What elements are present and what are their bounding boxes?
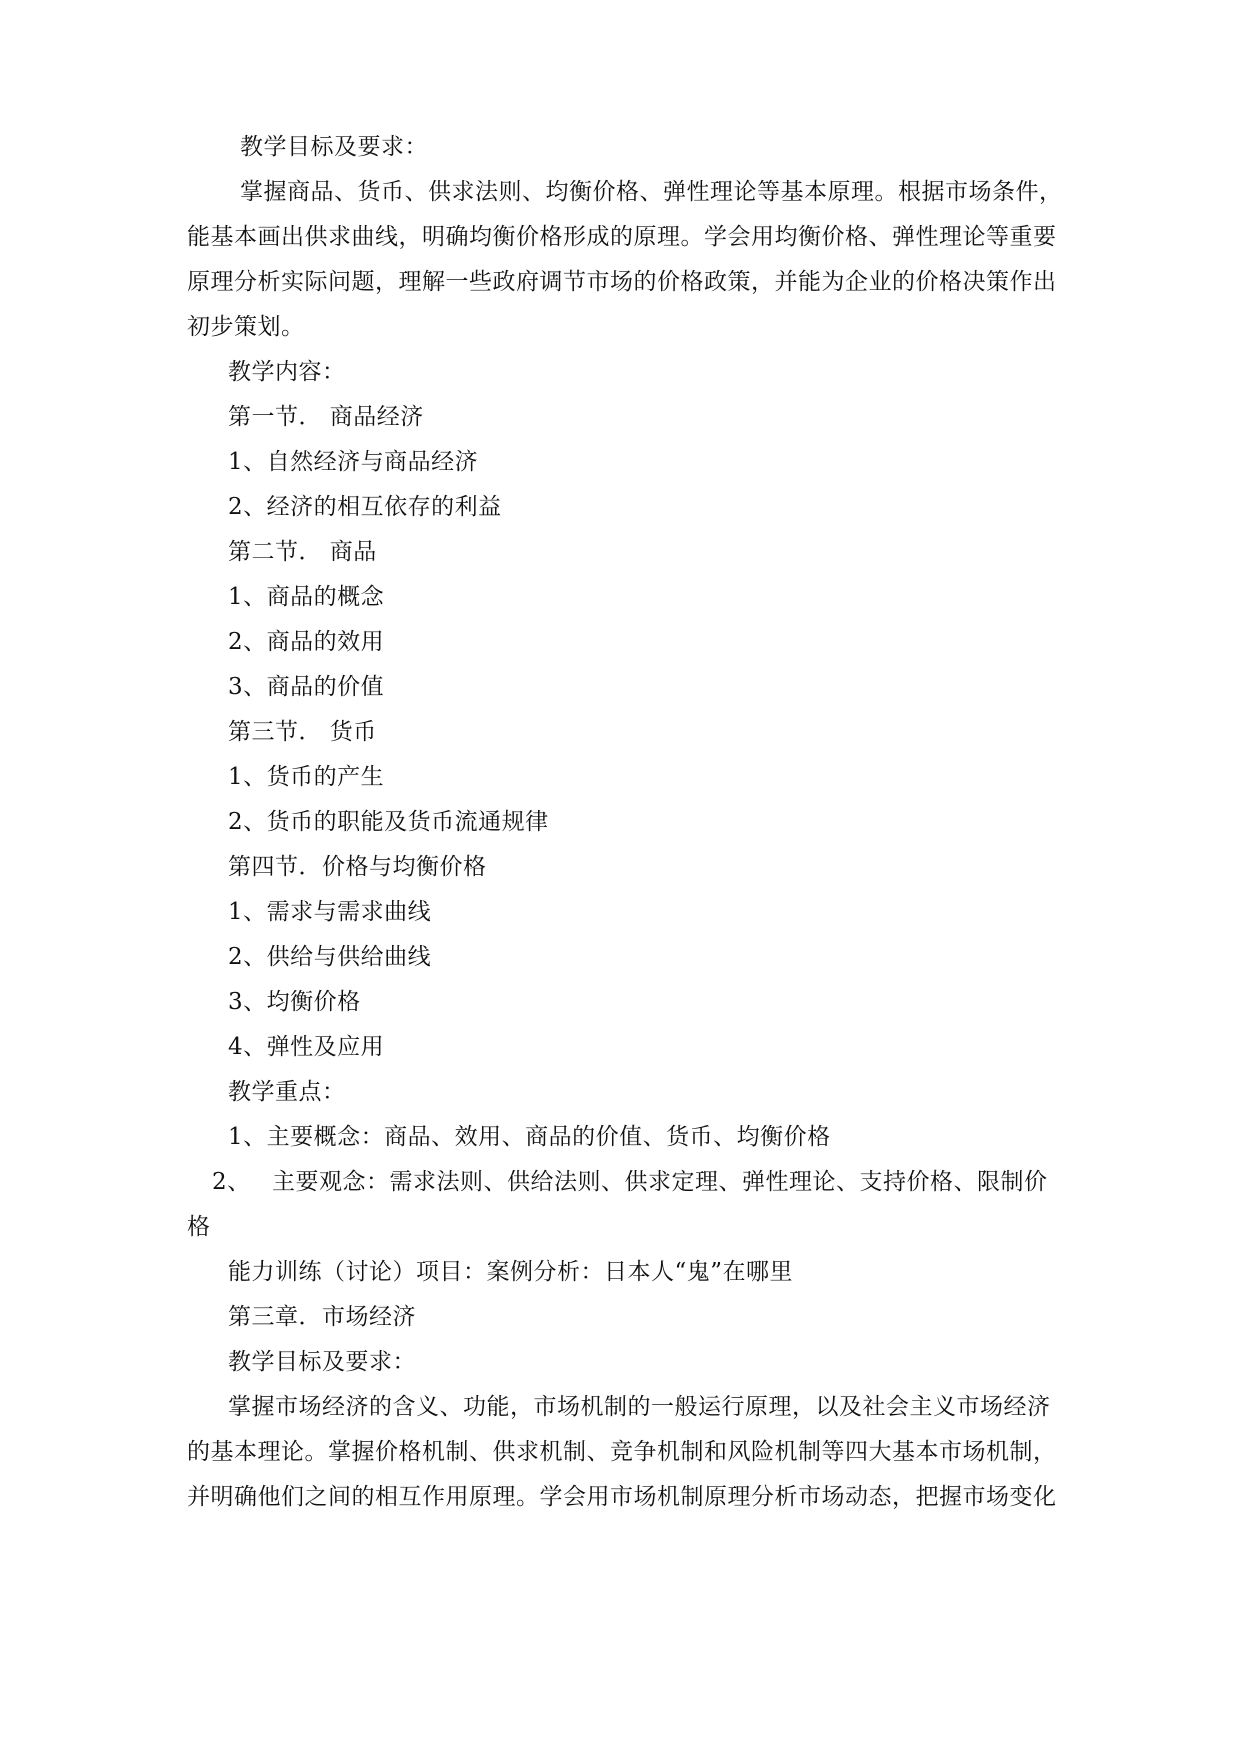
list-item: 2、经济的相互依存的利益 <box>228 494 502 520</box>
paragraph-line: 的基本理论。掌握价格机制、供求机制、竞争机制和风险机制等四大基本市场机制， <box>187 1439 1057 1465</box>
list-item: 1、自然经济与商品经济 <box>228 449 479 475</box>
section-heading: 第三节． 货币 <box>228 719 377 745</box>
list-item: 4、弹性及应用 <box>228 1034 385 1060</box>
objectives-heading: 教学目标及要求： <box>228 1349 416 1375</box>
key-points-heading: 教学重点： <box>228 1079 346 1105</box>
list-item-continuation: 格 <box>187 1214 211 1240</box>
paragraph-line: 原理分析实际问题，理解一些政府调节市场的价格政策，并能为企业的价格决策作出 <box>187 269 1057 295</box>
list-item: 1、主要概念：商品、效用、商品的价值、货币、均衡价格 <box>228 1124 831 1150</box>
paragraph-line: 并明确他们之间的相互作用原理。学会用市场机制原理分析市场动态，把握市场变化 <box>187 1484 1057 1510</box>
list-item: 1、商品的概念 <box>228 584 385 610</box>
list-item-number: 2、 <box>212 1169 251 1195</box>
section-heading: 第四节．价格与均衡价格 <box>228 854 487 880</box>
paragraph-line: 能基本画出供求曲线，明确均衡价格形成的原理。学会用均衡价格、弹性理论等重要 <box>187 224 1057 250</box>
paragraph-line: 掌握商品、货币、供求法则、均衡价格、弹性理论等基本原理。根据市场条件， <box>240 179 1063 205</box>
training-item: 能力训练（讨论）项目：案例分析：日本人“鬼”在哪里 <box>228 1259 794 1285</box>
list-item: 主要观念：需求法则、供给法则、供求定理、弹性理论、支持价格、限制价 <box>272 1169 1048 1195</box>
paragraph-line: 掌握市场经济的含义、功能，市场机制的一般运行原理，以及社会主义市场经济 <box>228 1394 1051 1420</box>
section-heading: 第一节． 商品经济 <box>228 404 424 430</box>
paragraph-line: 初步策划。 <box>187 314 305 340</box>
objectives-heading: 教学目标及要求： <box>240 134 428 160</box>
content-heading: 教学内容： <box>228 359 346 385</box>
list-item: 2、货币的职能及货币流通规律 <box>228 809 549 835</box>
list-item: 1、货币的产生 <box>228 764 385 790</box>
list-item: 2、供给与供给曲线 <box>228 944 432 970</box>
list-item: 3、商品的价值 <box>228 674 385 700</box>
list-item: 1、需求与需求曲线 <box>228 899 432 925</box>
chapter-heading: 第三章．市场经济 <box>228 1304 416 1330</box>
list-item: 2、商品的效用 <box>228 629 385 655</box>
list-item: 3、均衡价格 <box>228 989 361 1015</box>
section-heading: 第二节． 商品 <box>228 539 377 565</box>
